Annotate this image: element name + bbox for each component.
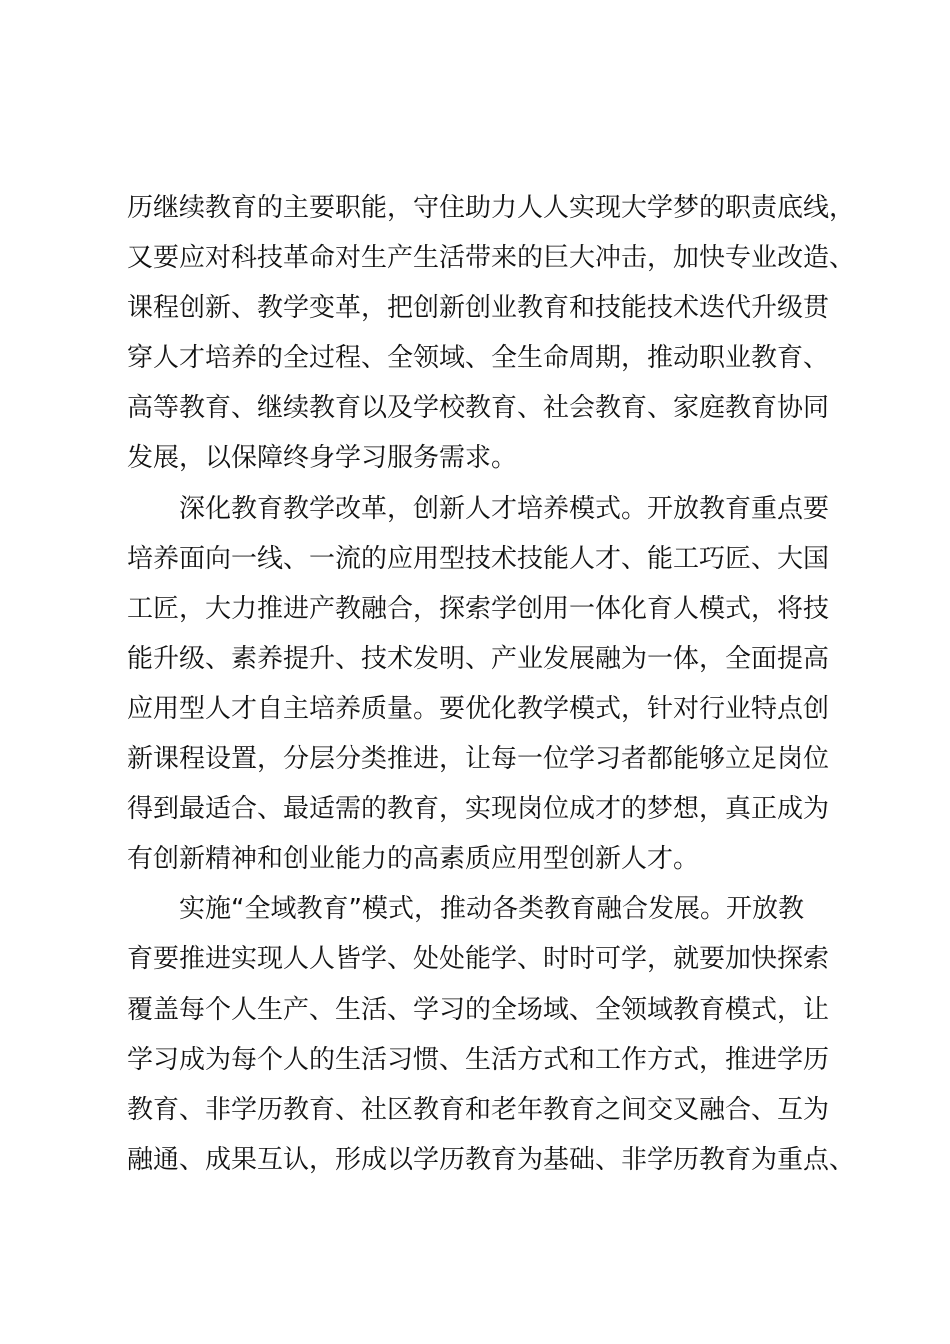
text-line: 又要应对科技革命对生产生活带来的巨大冲击，加快专业改造、 bbox=[127, 243, 856, 274]
text-line: 课程创新、教学变革，把创新创业教育和技能技术迭代升级贯 bbox=[127, 293, 830, 324]
text-line: 融通、成果互认，形成以学历教育为基础、非学历教育为重点、 bbox=[127, 1144, 856, 1175]
text-line: 穿人才培养的全过程、全领域、全生命周期，推动职业教育、 bbox=[127, 343, 830, 374]
text-line: 培养面向一线、一流的应用型技术技能人才、能工巧匠、大国 bbox=[127, 543, 830, 574]
text-line: 教育、非学历教育、社区教育和老年教育之间交叉融合、互为 bbox=[127, 1094, 830, 1125]
text-line: 工匠，大力推进产教融合，探索学创用一体化育人模式，将技 bbox=[127, 593, 830, 624]
text-line: 学习成为每个人的生活习惯、生活方式和工作方式，推进学历 bbox=[127, 1044, 830, 1075]
paragraph-start-line: 深化教育教学改革，创新人才培养模式。开放教育重点要 bbox=[179, 493, 830, 524]
text-line: 得到最适合、最适需的教育，实现岗位成才的梦想，真正成为 bbox=[127, 794, 830, 825]
paragraph-start-line: 实施“全域教育”模式，推动各类教育融合发展。开放教 bbox=[179, 894, 804, 925]
text-line: 覆盖每个人生产、生活、学习的全场域、全领域教育模式，让 bbox=[127, 994, 830, 1025]
text-line: 有创新精神和创业能力的高素质应用型创新人才。 bbox=[127, 844, 700, 875]
text-line: 育要推进实现人人皆学、处处能学、时时可学，就要加快探索 bbox=[127, 944, 830, 975]
text-line: 历继续教育的主要职能，守住助力人人实现大学梦的职责底线， bbox=[127, 193, 856, 223]
text-line: 应用型人才自主培养质量。要优化教学模式，针对行业特点创 bbox=[127, 693, 830, 724]
text-line: 能升级、素养提升、技术发明、产业发展融为一体，全面提高 bbox=[127, 643, 830, 674]
text-line: 发展，以保障终身学习服务需求。 bbox=[127, 443, 518, 474]
text-line: 新课程设置，分层分类推进，让每一位学习者都能够立足岗位 bbox=[127, 744, 830, 775]
text-line: 高等教育、继续教育以及学校教育、社会教育、家庭教育协同 bbox=[127, 393, 830, 424]
body-text bbox=[127, 183, 856, 1185]
